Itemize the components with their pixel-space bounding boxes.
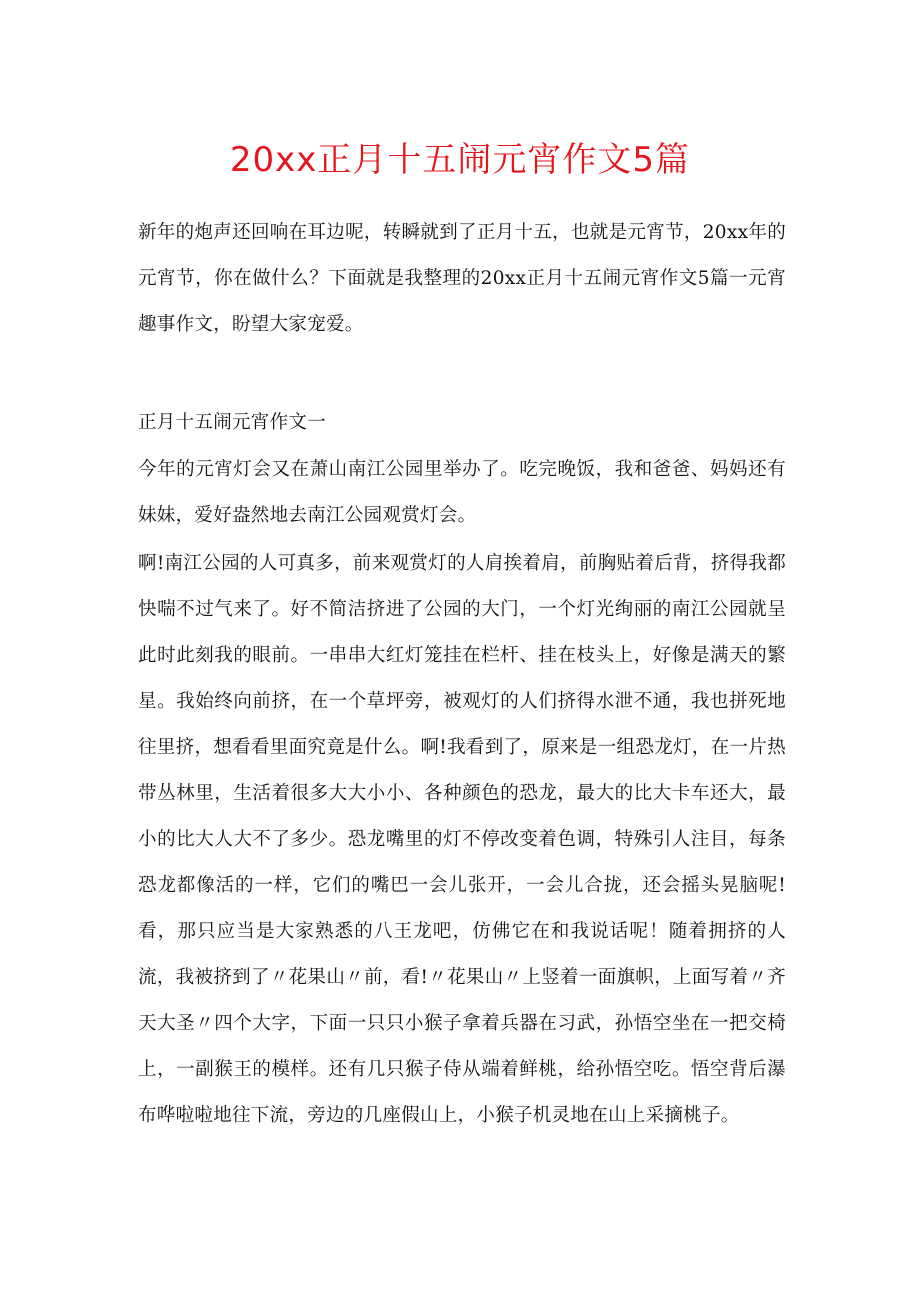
section-heading: 正月十五闹元宵作文一 <box>138 412 327 433</box>
intro-paragraph: 新年的炮声还回响在耳边呢，转瞬就到了正月十五，也就是元宵节，20xx年的元宵节，你在做什么？下面就是我整理的20xx正月十五闹元宵作文5篇一元宵趣事作文，盼望大家宠爱。 <box>138 222 786 335</box>
body-paragraph-2: 啊!南江公园的人可真多，前来观赏灯的人肩挨着肩，前胸贴着后背，挤得我都快喘不过气来了。好不简洁挤进了公园的大门，一个灯光绚丽的南江公园就呈此时此刻我的眼前。一串串大红灯笼挂在栏杆、挂在枝头上，好像是满天的繁星。我始终向前挤，在一个草坪旁，被观灯的人们挤得水泄不通，我也拼死地往里挤，想看看里面究竟是什么。啊!我看到了，原来是一组恐龙灯，在一片热带丛林里，生活着很多大大小小、各种颜色的恐龙，最大的比大卡车还大，最小的比大人大不了多少。恐龙嘴里的灯不停改变着色调，特殊引人注目，每条恐龙都像活的一样，它们的嘴巴一会儿张开，一会儿合拢，还会摇头晃脑呢!看，那只应当是大家熟悉的八王龙吧，仿佛它在和我说话呢！随着拥挤的人流，我被挤到了〃花果山〃前，看!〃花果山〃上竖着一面旗帜，上面写着〃齐天大圣〃四个大字，下面一只只小猴子拿着兵器在习武，孙悟空坐在一把交椅上，一副猴王的模样。还有几只猴子侍从端着鲜桃，给孙悟空吃。悟空背后瀑布哗啦啦地往下流，旁边的几座假山上，小猴子机灵地在山上采摘桃子。 <box>138 553 786 1126</box>
body-paragraph-1: 今年的元宵灯会又在萧山南江公园里举办了。吃完晚饭，我和爸爸、妈妈还有妹妹，爱好盎然地去南江公园观赏灯会。 <box>138 459 786 526</box>
document-title: 20xx正月十五闹元宵作文5篇 <box>229 140 691 180</box>
